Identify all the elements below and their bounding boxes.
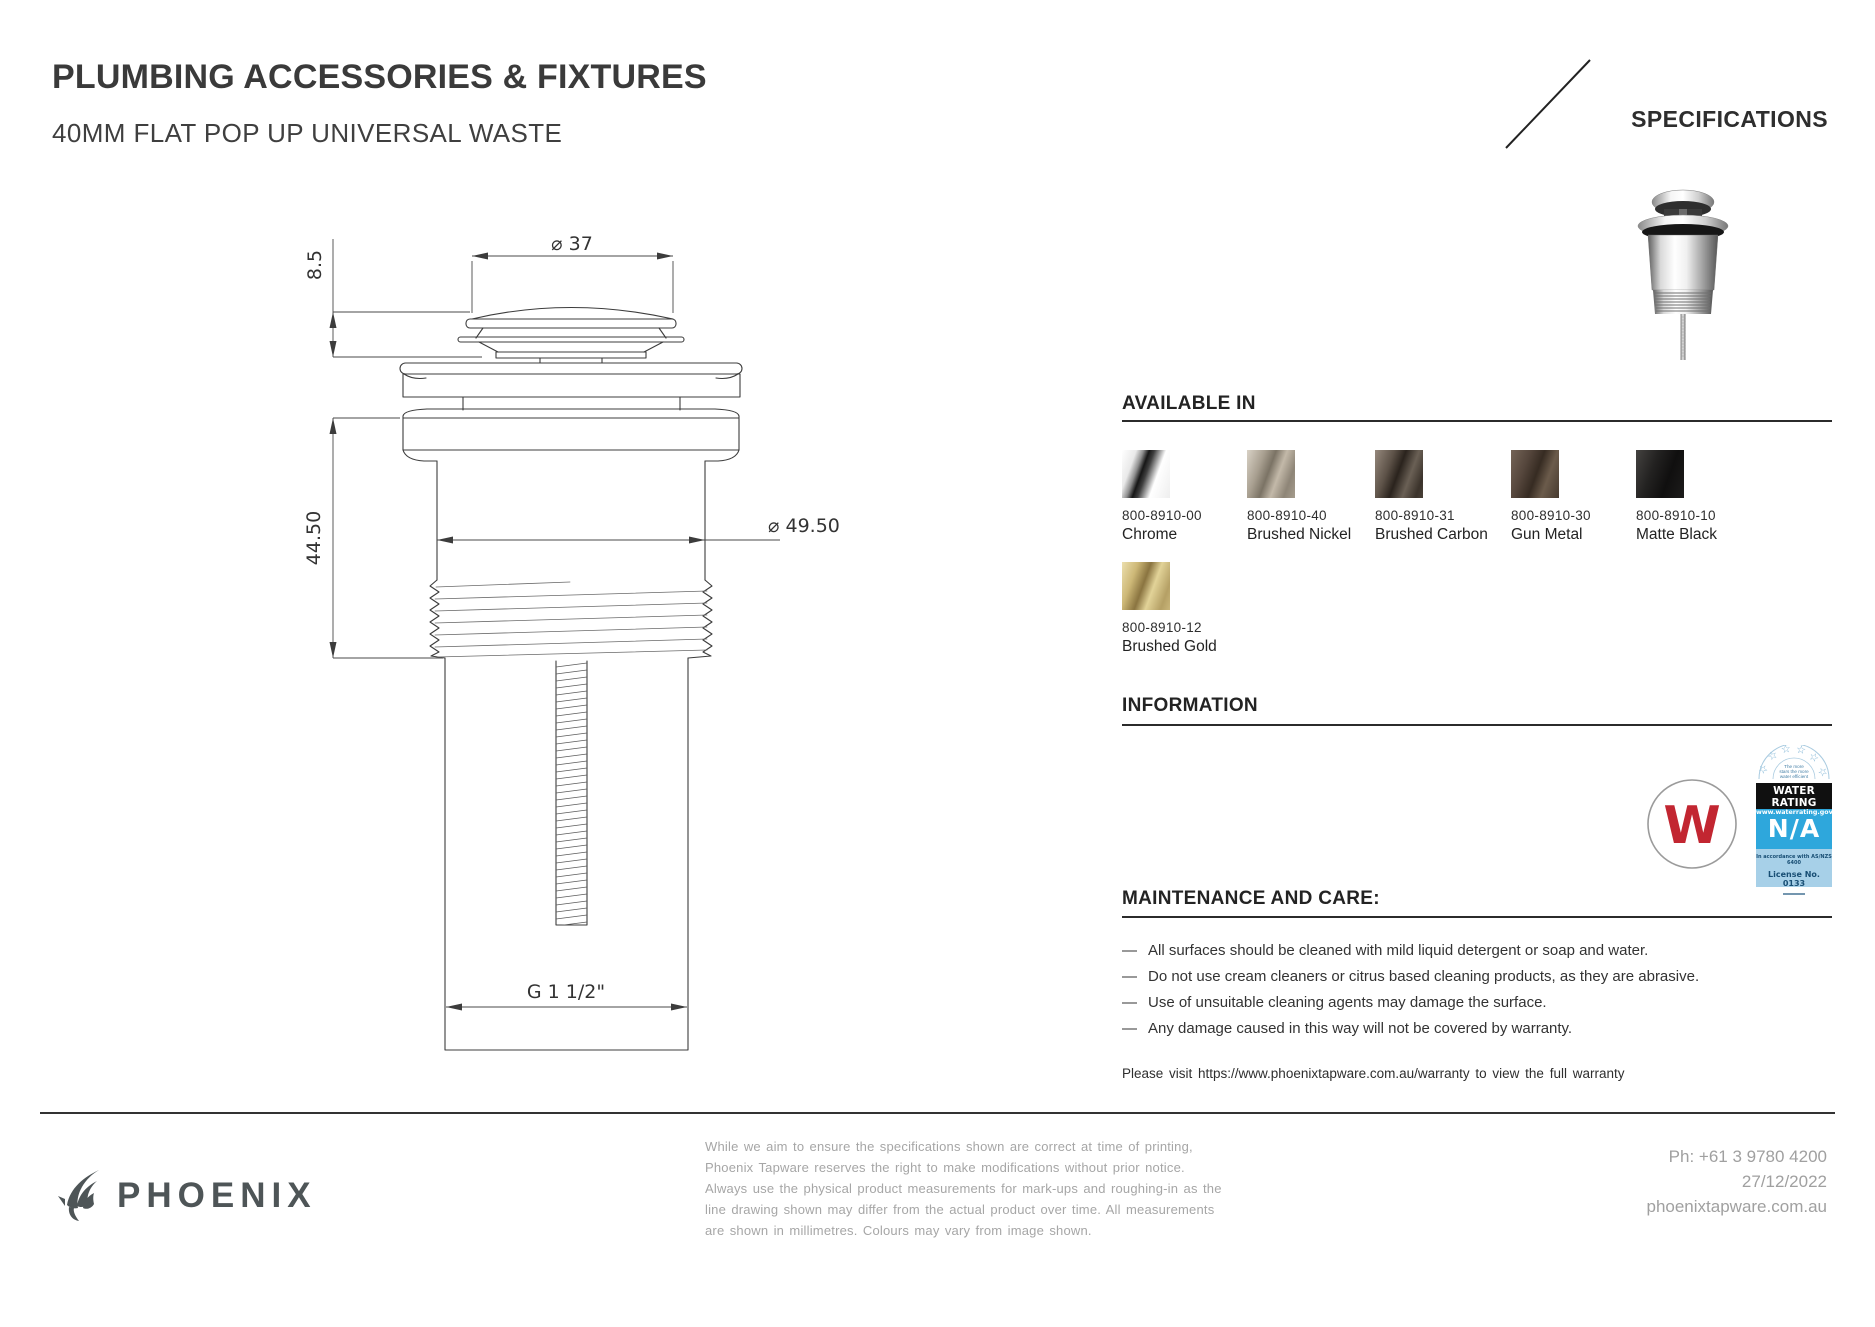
finish-swatch	[1122, 450, 1170, 498]
water-rating-stars-arc	[1756, 745, 1832, 779]
website-link[interactable]: phoenixtapware.com.au	[1646, 1197, 1827, 1216]
finish-brushed-carbon	[1375, 450, 1488, 544]
brand-wordmark: PHOENIX	[117, 1176, 317, 1215]
dash-bullet: —	[1122, 942, 1137, 959]
finish-swatch	[1247, 450, 1295, 498]
finish-swatch	[1636, 450, 1684, 498]
list-item	[1122, 938, 1838, 964]
maintenance-item-text: Use of unsuitable cleaning agents may damage the surface.	[1148, 994, 1547, 1011]
maintenance-item-text: Do not use cream cleaners or citrus based cleaning products, as they are abrasive.	[1148, 968, 1700, 985]
finish-name: Gun Metal	[1511, 526, 1583, 543]
disclaimer-line: line drawing shown may differ from the actual product over time. All measurements	[705, 1202, 1215, 1217]
svg-text:☆: ☆	[1765, 747, 1780, 764]
document-date: 27/12/2022	[1741, 1172, 1827, 1191]
finish-code: 800-8910-12	[1122, 620, 1202, 635]
maintenance-item-text: Any damage caused in this way will not be covered by warranty.	[1148, 1020, 1573, 1037]
dimension-body-height	[333, 418, 443, 658]
water-rating-compliance: In accordance with AS/NZS 6400	[1756, 854, 1832, 866]
disclaimer-line: Phoenix Tapware reserves the right to make modifications without prior notice.	[705, 1160, 1185, 1175]
finish-code: 800-8910-00	[1122, 508, 1202, 523]
finish-brushed-nickel	[1247, 450, 1352, 544]
warranty-link-text[interactable]: Please visit https://www.phoenixtapware.com.au/warranty to view the full warranty	[1122, 1066, 1625, 1081]
water-rating-licence-band	[1756, 849, 1832, 887]
finish-swatch	[1375, 450, 1423, 498]
drawing-thread-outline	[430, 580, 712, 658]
water-rating-licence: License No. 0133	[1768, 870, 1820, 888]
finish-name: Chrome	[1122, 526, 1178, 543]
dim-label-top-diameter: ⌀ 37	[551, 233, 593, 255]
disclaimer-line: While we aim to ensure the specifications shown are correct at time of printing,	[705, 1139, 1193, 1154]
photo-thread	[1653, 290, 1713, 314]
dimension-top-diameter	[472, 256, 673, 313]
available-in-heading: AVAILABLE IN	[1122, 393, 1256, 414]
watermark-w-letter: W	[1663, 796, 1721, 856]
finish-name: Matte Black	[1636, 526, 1717, 543]
phone-number: Ph: +61 3 9780 4200	[1668, 1147, 1827, 1166]
disclaimer-line: Always use the physical product measurements for mark-ups and roughing-in as the	[705, 1181, 1222, 1196]
dimension-cap-height	[333, 239, 482, 357]
svg-text:☆: ☆	[1814, 763, 1831, 779]
maintenance-underline	[1122, 916, 1832, 918]
dimension-arrowheads	[330, 253, 706, 1011]
finish-matte-black	[1636, 450, 1717, 544]
list-item	[1122, 990, 1838, 1016]
finish-code: 800-8910-30	[1511, 508, 1591, 523]
dim-label-body-height: 44.50	[303, 510, 325, 566]
phoenix-logo	[57, 1168, 317, 1224]
drawing-cap-outline	[458, 308, 684, 364]
footer-contact	[1646, 1144, 1827, 1219]
watermark-logo	[1645, 777, 1739, 871]
maintenance-heading: MAINTENANCE AND CARE:	[1122, 888, 1380, 909]
water-rating-value: N/A	[1767, 814, 1821, 843]
finish-chrome	[1122, 450, 1221, 544]
finish-row-1	[1122, 450, 1717, 544]
list-item	[1122, 1016, 1838, 1042]
information-underline	[1122, 724, 1832, 726]
water-rating-title: WATER RATING	[1771, 785, 1817, 809]
maintenance-list	[1122, 938, 1838, 1042]
finish-swatch	[1122, 562, 1170, 610]
dim-label-thread: G 1 1/2"	[526, 981, 606, 1003]
svg-text:☆: ☆	[1806, 749, 1822, 766]
finish-gun-metal	[1511, 450, 1610, 544]
photo-rod	[1681, 314, 1686, 360]
drawing-body-outline	[403, 450, 739, 580]
finish-code: 800-8910-10	[1636, 508, 1716, 523]
water-rating-label	[1756, 745, 1844, 888]
water-rating-tagline-3: water efficient	[1779, 774, 1809, 779]
dash-bullet: —	[1122, 994, 1137, 1011]
available-in-underline	[1122, 420, 1832, 422]
finish-code: 800-8910-40	[1247, 508, 1327, 523]
disclaimer-line: are shown in millimetres. Colours may vary from image shown.	[705, 1223, 1092, 1238]
dim-label-cap-height: 8.5	[304, 249, 326, 281]
finish-row-2	[1122, 562, 1217, 656]
list-item	[1122, 964, 1838, 990]
footer-divider	[40, 1112, 1835, 1114]
drawing-rod-outline	[556, 661, 587, 925]
svg-text:☆: ☆	[1795, 745, 1807, 758]
finish-name: Brushed Nickel	[1247, 526, 1352, 543]
drawing-flange-outline	[400, 363, 742, 450]
svg-text:☆: ☆	[1756, 761, 1772, 778]
water-rating-tagline-1: The more	[1784, 764, 1804, 769]
water-rating-band	[1756, 783, 1844, 816]
specifications-heading: SPECIFICATIONS	[1631, 106, 1828, 132]
information-heading: INFORMATION	[1122, 695, 1258, 716]
product-photo	[1633, 186, 1733, 362]
dim-label-body-diameter: ⌀ 49.50	[768, 515, 840, 537]
dash-bullet: —	[1122, 968, 1137, 985]
phoenix-bird-icon	[57, 1168, 105, 1224]
water-rating-fine-print	[1783, 893, 1805, 895]
maintenance-item-text: All surfaces should be cleaned with mild liquid detergent or soap and water.	[1148, 942, 1649, 959]
finish-name: Brushed Gold	[1122, 638, 1217, 655]
finish-brushed-gold	[1122, 562, 1217, 656]
water-rating-url: www.waterrating.gov.au	[1756, 809, 1844, 816]
dash-bullet: —	[1122, 1020, 1137, 1037]
page-subtitle: 40MM FLAT POP UP UNIVERSAL WASTE	[52, 118, 563, 148]
technical-drawing	[300, 225, 860, 1070]
finish-code: 800-8910-31	[1375, 508, 1455, 523]
water-rating-tagline-2: stars the more	[1779, 769, 1809, 774]
page-title: PLUMBING ACCESSORIES & FIXTURES	[52, 58, 707, 96]
photo-body	[1648, 235, 1718, 290]
finish-swatch	[1511, 450, 1559, 498]
footer-disclaimer	[705, 1136, 1295, 1241]
diagonal-divider-line	[1498, 52, 1598, 152]
finish-name: Brushed Carbon	[1375, 526, 1488, 543]
svg-text:☆: ☆	[1779, 745, 1792, 757]
